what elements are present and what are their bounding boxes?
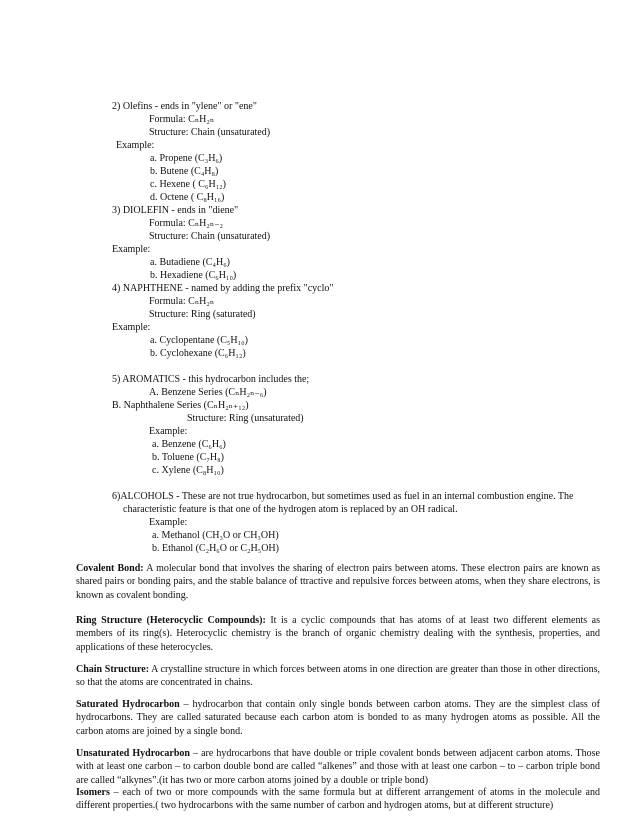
definition-saturated-hydrocarbon — [76, 698, 600, 738]
diolefin-example: b. Hexadiene (C₆H₁₀) — [150, 270, 237, 281]
olefins-example-label: Example: — [116, 140, 155, 151]
aromatics-heading: 5) AROMATICS - this hydrocarbon includes the; — [112, 374, 310, 385]
definition-term: Saturated Hydrocarbon — [76, 699, 180, 710]
aromatics-structure: Structure: Ring (unsaturated) — [187, 413, 304, 424]
definition-text: It is a cyclic compounds that has atoms of at least two different elements as members of its ring(s). Heterocyclic chemistry is the branch of organic chemistry dealing with the synthesis, properties, and applications of these heterocycles. — [76, 615, 600, 653]
naphthene-example-label: Example: — [112, 322, 151, 333]
definition-text: – hydrocarbon that contain only single bonds between carbon atoms. They are the simplest class of hydrocarbons. They are called saturated because each carbon atom is bonded to as many hydrogen atoms as possible. All the carbon atoms are joined by a single bond. — [76, 699, 600, 737]
definition-ring-structure — [76, 614, 600, 654]
definition-term: Isomers — [76, 787, 110, 798]
olefins-example: d. Octene ( C₈H₁₆) — [150, 192, 225, 203]
definition-term: Covalent Bond: — [76, 563, 144, 574]
olefins-example: b. Butene (C₄H₈) — [150, 166, 219, 177]
diolefin-formula: Formula: CₙH₂ₙ₋₂ — [149, 218, 223, 229]
definition-term: Ring Structure (Heterocyclic Compounds): — [76, 615, 266, 626]
aromatics-example: b. Toluene (C₇H₈) — [152, 452, 224, 463]
olefins-structure: Structure: Chain (unsaturated) — [149, 127, 271, 138]
olefins-example: a. Propene (C₃H₆) — [150, 153, 223, 164]
diolefin-structure: Structure: Chain (unsaturated) — [149, 231, 271, 242]
diolefin-heading: 3) DIOLEFIN - ends in "diene" — [112, 205, 239, 216]
definition-unsaturated-hydrocarbon — [76, 747, 600, 787]
definition-chain-structure — [76, 663, 600, 690]
olefins-heading: 2) Olefins - ends in "ylene" or "ene" — [112, 101, 257, 112]
definition-text: – are hydrocarbons that have double or triple covalent bonds between adjacent carbon atoms. Those with at least one carbon – to carbon double bond are called “alkenes” and those with at least one carbon – to – carbon triple bond are called “alkynes”.(it has two or more carbon atoms joined by a double or triple bond) — [76, 748, 600, 786]
definition-term: Chain Structure: — [76, 664, 150, 675]
olefins-formula: Formula: CₙH₂ₙ — [149, 114, 215, 125]
naphthene-example: b. Cyclohexane (C₆H₁₂) — [150, 348, 246, 359]
definition-term: Unsaturated Hydrocarbon — [76, 748, 190, 759]
definition-text: – each of two or more compounds with the same formula but at different arrangement of atoms in the molecule and different properties.( two hydrocarbons with the same number of carbon and hydrogen atoms, but at different structure) — [76, 787, 600, 812]
definition-text: A crystalline structure in which forces between atoms in one direction are greater than those in other directions, so that the atoms are concentrated in chains. — [76, 664, 601, 689]
naphthene-formula: Formula: CₙH₂ₙ — [149, 296, 215, 307]
naphthene-heading: 4) NAPHTHENE - named by adding the prefix "cyclo" — [112, 283, 334, 294]
aromatics-series-b: B. Naphthalene Series (CₙH₂ₙ₊₁₂) — [112, 400, 249, 411]
definition-covalent-bond — [76, 562, 600, 602]
naphthene-structure: Structure: Ring (saturated) — [149, 309, 256, 320]
aromatics-example: a. Benzene (C₆H₆) — [152, 439, 226, 450]
alcohols-example-label: Example: — [149, 517, 188, 528]
olefins-example: c. Hexene ( C₆H₁₂) — [150, 179, 226, 190]
definition-isomers — [76, 786, 600, 813]
aromatics-example: c. Xylene (C₈H₁₀) — [152, 465, 224, 476]
aromatics-example-label: Example: — [149, 426, 188, 437]
naphthene-example: a. Cyclopentane (C₅H₁₀) — [150, 335, 248, 346]
alcohols-example: a. Methanol (CH₃O or CH₃OH) — [152, 530, 279, 541]
diolefin-example: a. Butadiene (C₄H₆) — [150, 257, 231, 268]
definition-text: A molecular bond that involves the sharing of electron pairs between atoms. These electron pairs are known as shared pairs or bonding pairs, and the stable balance of ttractive and repulsive forces between atoms, when they share electrons, is known as covalent bonding. — [76, 563, 601, 601]
alcohols-heading-cont: characteristic feature is that one of the hydrogen atom is replaced by an OH radical. — [123, 504, 458, 515]
alcohols-example: b. Ethanol (C₂H₆O or C₂H₅OH) — [152, 543, 279, 554]
alcohols-heading: 6)ALCOHOLS - These are not true hydrocarbon, but sometimes used as fuel in an internal combustion engine. The — [112, 491, 574, 502]
aromatics-series-a: A. Benzene Series (CₙH₂ₙ₋₆) — [149, 387, 267, 398]
diolefin-example-label: Example: — [112, 244, 151, 255]
